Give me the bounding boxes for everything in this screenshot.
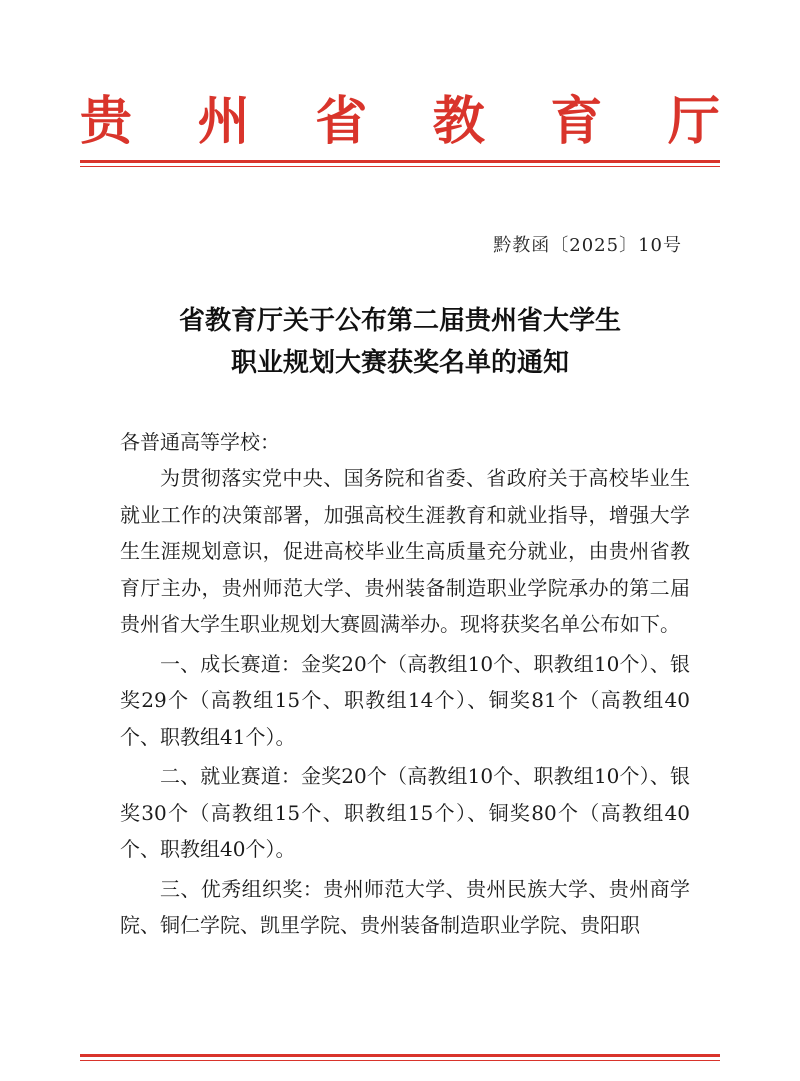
header-red-rule-thick bbox=[80, 160, 720, 163]
header-red-rule-thin bbox=[80, 166, 720, 167]
letterhead-char: 育 bbox=[550, 92, 603, 152]
salutation: 各普通高等学校： bbox=[120, 430, 280, 454]
body-paragraph-growth-track: 一、成长赛道：金奖20个（高教组10个、职教组10个）、银奖29个（高教组15个、职教组14个）、铜奖81个（高教组40个、职教组41个）。 bbox=[120, 651, 690, 749]
title-line-1: 省教育厅关于公布第二届贵州省大学生 bbox=[178, 306, 621, 336]
footer-red-rule-thin bbox=[80, 1060, 720, 1061]
body-paragraph-intro: 为贯彻落实党中央、国务院和省委、省政府关于高校毕业生就业工作的决策部署，加强高校生涯教育和就业指导，增强大学生生涯规划意识，促进高校毕业生高质量充分就业，由贵州省教育厅主办，贵州师范大学、贵州装备制造职业学院承办的第二届贵州省大学生职业规划大赛圆满举办。现将获奖名单公布如下。 bbox=[120, 466, 690, 636]
letterhead-char: 贵 bbox=[80, 92, 133, 152]
document-body bbox=[120, 460, 690, 947]
letterhead-char: 厅 bbox=[667, 92, 720, 152]
letterhead-char: 省 bbox=[315, 92, 368, 152]
body-paragraph-organization-award: 三、优秀组织奖：贵州师范大学、贵州民族大学、贵州商学院、铜仁学院、凯里学院、贵州装备制造职业学院、贵阳职 bbox=[120, 876, 690, 937]
body-paragraph-employment-track: 二、就业赛道：金奖20个（高教组10个、职教组10个）、银奖30个（高教组15个、职教组15个）、铜奖80个（高教组40个、职教组40个）。 bbox=[120, 764, 690, 861]
footer-red-rule-thick bbox=[80, 1054, 720, 1057]
document-title bbox=[80, 300, 720, 384]
title-line-2: 职业规划大赛获奖名单的通知 bbox=[230, 348, 569, 378]
letterhead-char: 州 bbox=[197, 92, 250, 152]
letterhead-char: 教 bbox=[432, 92, 485, 152]
document-number: 黔教函〔2025〕10号 bbox=[493, 235, 682, 256]
letterhead bbox=[80, 92, 720, 152]
